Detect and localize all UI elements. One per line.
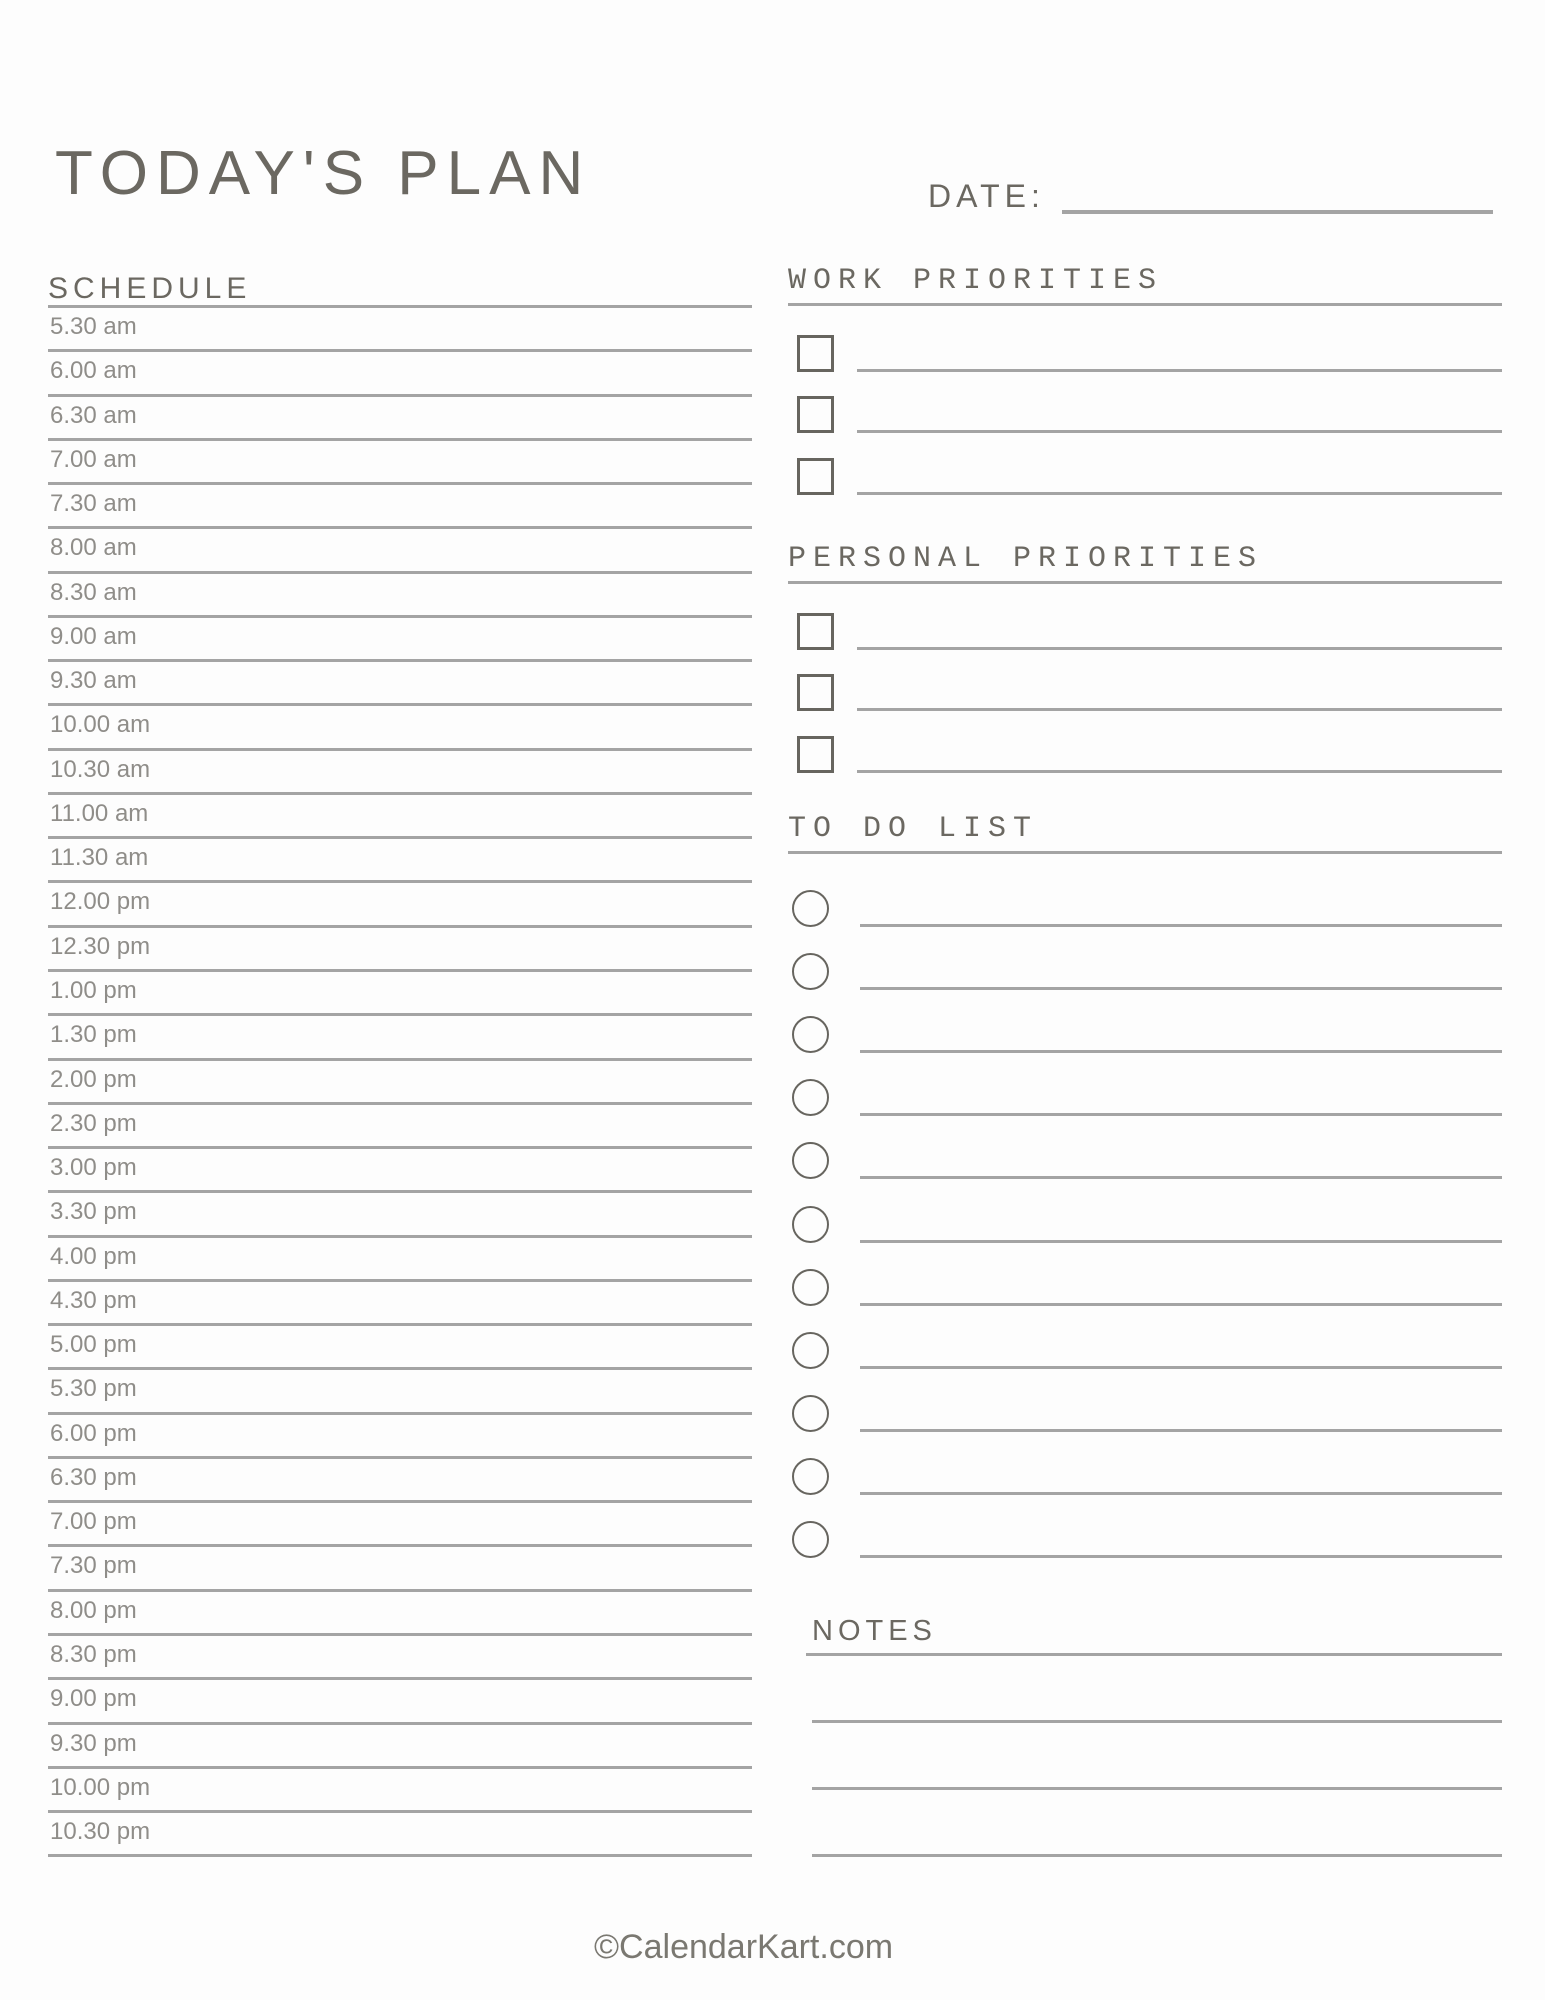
schedule-time-label: 5.30 pm [50,1375,137,1403]
schedule-time-label: 6.30 pm [50,1463,137,1491]
todo-fill-line[interactable] [860,1555,1502,1558]
page-title: TODAY'S PLAN [55,139,592,208]
schedule-row[interactable] [48,308,752,352]
schedule-time-label: 12.30 pm [50,932,151,960]
date-label: DATE: [928,178,1045,214]
schedule-row[interactable] [48,1547,752,1591]
schedule-time-label: 7.00 am [50,445,137,473]
schedule-row[interactable] [48,706,752,750]
priority-row [788,372,1502,434]
priority-row [788,711,1502,773]
schedule-time-label: 4.30 pm [50,1286,137,1314]
schedule-row[interactable] [48,1061,752,1105]
schedule-row[interactable] [48,1592,752,1636]
priority-row [788,433,1502,495]
priority-row [788,310,1502,372]
todo-circle-checkbox[interactable] [792,1206,829,1243]
priority-checkbox[interactable] [797,335,834,372]
todo-row [788,1495,1502,1558]
schedule-time-label: 10.30 pm [50,1818,151,1846]
schedule-time-label: 11.00 am [50,799,149,827]
schedule-row[interactable] [48,1238,752,1282]
todo-list-section [788,811,1502,1558]
schedule-rows [48,308,752,1857]
todo-fill-line[interactable] [860,1429,1502,1432]
todo-circle-checkbox[interactable] [792,1269,829,1306]
todo-fill-line[interactable] [860,1240,1502,1243]
note-row [806,1723,1502,1790]
schedule-row[interactable] [48,1725,752,1769]
schedule-time-label: 5.30 am [50,313,137,340]
schedule-row[interactable] [48,618,752,662]
notes-rows [806,1656,1502,1857]
todo-fill-line[interactable] [860,1113,1502,1116]
schedule-time-label: 8.00 am [50,534,137,562]
schedule-row[interactable] [48,928,752,972]
schedule-row[interactable] [48,795,752,839]
note-row [806,1656,1502,1723]
schedule-row[interactable] [48,1459,752,1503]
schedule-time-label: 8.00 pm [50,1596,137,1624]
schedule-row[interactable] [48,1282,752,1326]
notes-heading: NOTES [806,1613,1502,1656]
todo-fill-line[interactable] [860,1366,1502,1369]
personal-priorities-rows [788,584,1502,773]
schedule-time-label: 4.00 pm [50,1242,137,1270]
schedule-time-label: 2.30 pm [50,1109,137,1137]
schedule-row[interactable] [48,529,752,573]
todo-circle-checkbox[interactable] [792,890,829,927]
todo-list-heading: TO DO LIST [788,811,1502,854]
todo-row [788,1432,1502,1495]
priority-fill-line[interactable] [857,492,1502,495]
schedule-row[interactable] [48,1149,752,1193]
schedule-time-label: 2.00 pm [50,1065,137,1093]
schedule-row[interactable] [48,1769,752,1813]
todo-row [788,1053,1502,1116]
schedule-time-label: 11.30 am [50,844,149,872]
todo-row [788,1306,1502,1369]
schedule-section [48,273,752,1857]
priority-checkbox[interactable] [797,396,834,433]
todo-row [788,1243,1502,1306]
personal-priorities-section [788,541,1502,773]
schedule-row[interactable] [48,1503,752,1547]
schedule-heading: SCHEDULE [48,273,752,308]
schedule-time-label: 7.30 pm [50,1552,137,1580]
schedule-row[interactable] [48,1415,752,1459]
schedule-row[interactable] [48,1016,752,1060]
notes-section [806,1613,1502,1857]
schedule-time-label: 6.30 am [50,401,137,429]
schedule-time-label: 10.00 am [50,711,151,739]
schedule-row[interactable] [48,1370,752,1414]
schedule-time-label: 8.30 am [50,578,137,606]
priority-checkbox[interactable] [797,458,834,495]
todo-circle-checkbox[interactable] [792,953,829,990]
schedule-time-label: 10.30 am [50,755,151,783]
priority-checkbox[interactable] [797,674,834,711]
schedule-time-label: 9.00 am [50,622,137,650]
schedule-time-label: 3.00 pm [50,1154,137,1182]
schedule-row[interactable] [48,441,752,485]
schedule-time-label: 9.30 pm [50,1729,137,1757]
todo-fill-line[interactable] [860,1176,1502,1179]
schedule-time-label: 7.30 am [50,490,137,518]
schedule-time-label: 1.30 pm [50,1021,137,1049]
todo-fill-line[interactable] [860,924,1502,927]
priority-fill-line[interactable] [857,770,1502,773]
schedule-row[interactable] [48,574,752,618]
todo-row [788,864,1502,927]
footer-credit: ©CalendarKart.com [594,1928,894,1966]
schedule-row[interactable] [48,1105,752,1149]
schedule-row[interactable] [48,751,752,795]
note-fill-line[interactable] [812,1854,1502,1857]
todo-circle-checkbox[interactable] [792,1458,829,1495]
schedule-row[interactable] [48,1813,752,1857]
schedule-time-label: 10.00 pm [50,1773,151,1801]
todo-fill-line[interactable] [860,1303,1502,1306]
priority-checkbox[interactable] [797,613,834,650]
todo-circle-checkbox[interactable] [792,1016,829,1053]
date-fill-line[interactable] [1062,210,1493,214]
priority-fill-line[interactable] [857,647,1502,650]
work-priorities-rows [788,306,1502,495]
schedule-time-label: 6.00 pm [50,1419,137,1447]
todo-fill-line[interactable] [860,987,1502,990]
schedule-row[interactable] [48,662,752,706]
schedule-time-label: 6.00 am [50,357,137,385]
priority-row [788,650,1502,712]
work-priorities-section [788,263,1502,495]
schedule-time-label: 1.00 pm [50,976,137,1004]
todo-row [788,1179,1502,1242]
note-row [806,1790,1502,1857]
priority-fill-line[interactable] [857,430,1502,433]
schedule-time-label: 5.00 pm [50,1331,137,1359]
todo-circle-checkbox[interactable] [792,1142,829,1179]
schedule-row[interactable] [48,883,752,927]
todo-row [788,1116,1502,1179]
schedule-time-label: 8.30 pm [50,1640,137,1668]
schedule-row[interactable] [48,397,752,441]
personal-priorities-heading: PERSONAL PRIORITIES [788,541,1502,584]
schedule-row[interactable] [48,352,752,396]
work-priorities-heading: WORK PRIORITIES [788,263,1502,306]
todo-row [788,1369,1502,1432]
priority-row [788,588,1502,650]
todo-circle-checkbox[interactable] [792,1395,829,1432]
priority-fill-line[interactable] [857,369,1502,372]
schedule-row[interactable] [48,1680,752,1724]
schedule-time-label: 9.00 pm [50,1685,137,1713]
schedule-row[interactable] [48,1326,752,1370]
todo-circle-checkbox[interactable] [792,1079,829,1116]
schedule-time-label: 9.30 am [50,667,137,695]
todo-row [788,927,1502,990]
todo-circle-checkbox[interactable] [792,1521,829,1558]
priority-fill-line[interactable] [857,708,1502,711]
schedule-time-label: 12.00 pm [50,888,151,916]
schedule-row[interactable] [48,485,752,529]
schedule-row[interactable] [48,972,752,1016]
todo-fill-line[interactable] [860,1050,1502,1053]
schedule-time-label: 7.00 pm [50,1508,137,1536]
schedule-row[interactable] [48,1636,752,1680]
schedule-row[interactable] [48,839,752,883]
todo-row [788,990,1502,1053]
todo-list-rows [788,854,1502,1558]
schedule-time-label: 3.30 pm [50,1198,137,1226]
schedule-row[interactable] [48,1193,752,1237]
todo-circle-checkbox[interactable] [792,1332,829,1369]
todo-fill-line[interactable] [860,1492,1502,1495]
priority-checkbox[interactable] [797,736,834,773]
